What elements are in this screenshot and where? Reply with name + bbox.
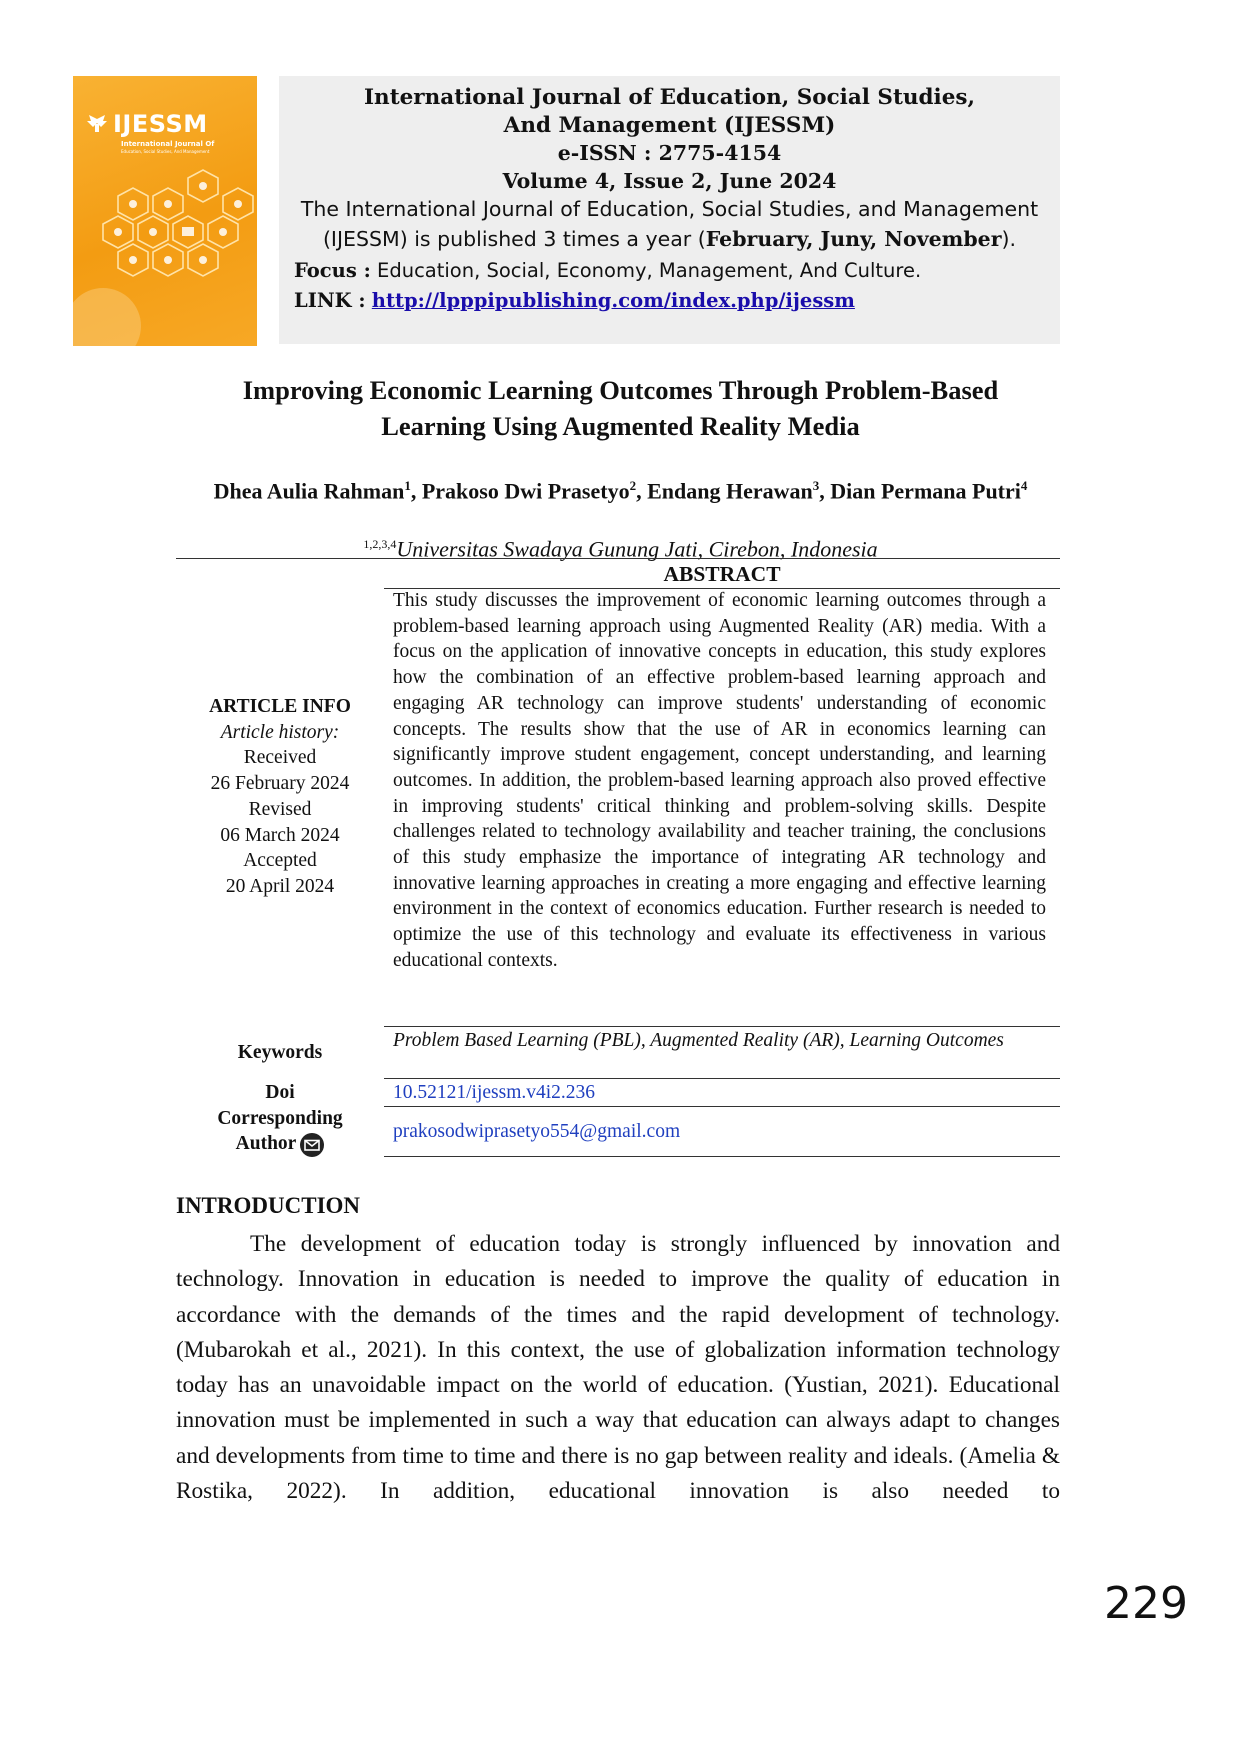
abstract-heading: ABSTRACT <box>663 562 781 586</box>
cover-brand <box>87 112 208 136</box>
focus-label: Focus : <box>294 259 371 282</box>
table-top-rule <box>176 558 1060 559</box>
accepted-date: 20 April 2024 <box>225 875 335 897</box>
journal-focus <box>294 257 921 285</box>
title-line-1: Improving Economic Learning Outcomes Through Problem-Based <box>242 375 999 405</box>
title-line-2: Learning Using Augmented Reality Media <box>381 411 860 441</box>
revised-label: Revised <box>248 798 312 820</box>
author-name: Dhea Aulia Rahman <box>213 478 405 504</box>
affiliation-sup: 1,2,3,4 <box>363 537 397 551</box>
description-suffix: ). <box>1001 227 1017 251</box>
author-name: Dian Permana Putri <box>830 478 1021 504</box>
page-number: 229 <box>1104 1578 1188 1629</box>
journal-name-line-1: International Journal of Education, Social Studies, <box>364 85 975 110</box>
volume-issue: Volume 4, Issue 2, June 2024 <box>502 169 837 193</box>
table-bottom-rule <box>384 1156 1060 1157</box>
revised-date: 06 March 2024 <box>220 824 340 846</box>
cover-subtitle-2: Education, Social Studies, And Management <box>121 149 210 154</box>
cover-brand-name: IJESSM <box>113 110 208 138</box>
journal-name-line-2: And Management (IJESSM) <box>503 113 836 138</box>
journal-header-box <box>279 76 1060 344</box>
corresponding-author-label <box>176 1106 384 1157</box>
keywords-text: Problem Based Learning (PBL), Augmented Reality (AR), Learning Outcomes <box>393 1030 1004 1051</box>
received-label: Received <box>243 747 317 769</box>
description-prefix: The International Journal of Education, Social Studies, and Management (IJESSM) is published 3 times a year ( <box>300 197 1039 251</box>
introduction-text: The development of education today is strongly influenced by innovation and technology. Innovation in education is needed to improve the quality of education in accordance with the demands of the times and the rapid development of technology. (Mubarokah et al., 2021). In this context, the use of globalization information technology today has an unavoidable impact on the world of education. (Yustian, 2021). Educational innovation must be implemented in such a way that education can always adapt to changes and developments from time to time and there is no gap between reality and ideals. (Amelia & Rostika, 2022). In addition, educational innovation is also needed to <box>176 1231 1060 1505</box>
author-sup: 3 <box>812 478 820 493</box>
email-link[interactable]: prakosodwiprasetyo554@gmail.com <box>393 1121 681 1142</box>
doi-link[interactable]: 10.52121/ijessm.v4i2.236 <box>393 1082 596 1103</box>
introduction-heading: INTRODUCTION <box>176 1193 361 1218</box>
author-name: Prakoso Dwi Prasetyo <box>421 478 630 504</box>
journal-cover-image <box>73 76 257 346</box>
journal-description <box>291 194 1048 254</box>
received-date: 26 February 2024 <box>210 773 350 795</box>
abstract-text: This study discusses the improvement of economic learning outcomes through a problem-based learning approach using Augmented Reality (AR) media. With a focus on the application of innovative concepts in education, this study explores how the combination of an effective problem-based learning approach and engaging AR technology can improve students' understanding of economic concepts. The results show that the use of AR in economics learning can significantly improve student engagement, concept understanding, and learning outcomes. In addition, the problem-based learning approach also proved effective in improving students' critical thinking and problem-solving skills. Despite challenges related to technology availability and teacher training, the conclusions of this study emphasize the importance of integrating AR technology and innovative learning approaches in creating a more engaging and effective learning environment in the context of economics education. Further research is needed to optimize the use of this technology and evaluate its effectiveness in various educational contexts. <box>393 590 1046 971</box>
keywords-rule <box>384 1026 1060 1027</box>
corresponding-label-2-row <box>176 1131 384 1157</box>
author-sup: 4 <box>1020 478 1028 493</box>
journal-url-link[interactable]: http://lpppipublishing.com/index.php/ijessm <box>371 289 855 312</box>
article-info <box>176 694 384 900</box>
description-months: February, Juny, November <box>705 227 1002 251</box>
corresponding-rule <box>384 1106 1060 1107</box>
introduction-paragraph <box>176 1227 1060 1509</box>
cover-subtitle: International Journal Of <box>121 140 215 148</box>
author-sup: 1 <box>404 478 411 493</box>
article-info-heading: ARTICLE INFO <box>209 696 351 717</box>
affiliation-text: Universitas Swadaya Gunung Jati, Cirebon, Indonesia <box>396 536 878 562</box>
article-title <box>160 372 1081 444</box>
author-name: Endang Herawan <box>647 478 813 504</box>
accepted-label: Accepted <box>243 850 317 872</box>
doi-rule <box>384 1078 1060 1079</box>
link-label: LINK : <box>294 289 366 312</box>
journal-link <box>294 287 855 315</box>
article-history-label: Article history: <box>220 721 340 743</box>
hexagon-pattern-icon <box>73 166 257 346</box>
focus-text: Education, Social, Economy, Management, And Culture. <box>370 259 922 282</box>
corresponding-label-1: Corresponding <box>217 1108 343 1129</box>
doi-label: Doi <box>265 1082 295 1103</box>
corresponding-label-2: Author <box>235 1133 297 1154</box>
wings-logo-icon <box>87 115 107 133</box>
author-list: Dhea Aulia Rahman$^1$, Prakoso Dwi Prasetyo$^2$, Endang Herawan$^3$, Dian Permana Putri$^4$ <box>213 478 1028 504</box>
keywords-label: Keywords <box>237 1042 323 1063</box>
author-sup: 2 <box>629 478 637 493</box>
eissn: e-ISSN : 2775-4154 <box>557 141 782 165</box>
envelope-icon <box>300 1133 324 1157</box>
